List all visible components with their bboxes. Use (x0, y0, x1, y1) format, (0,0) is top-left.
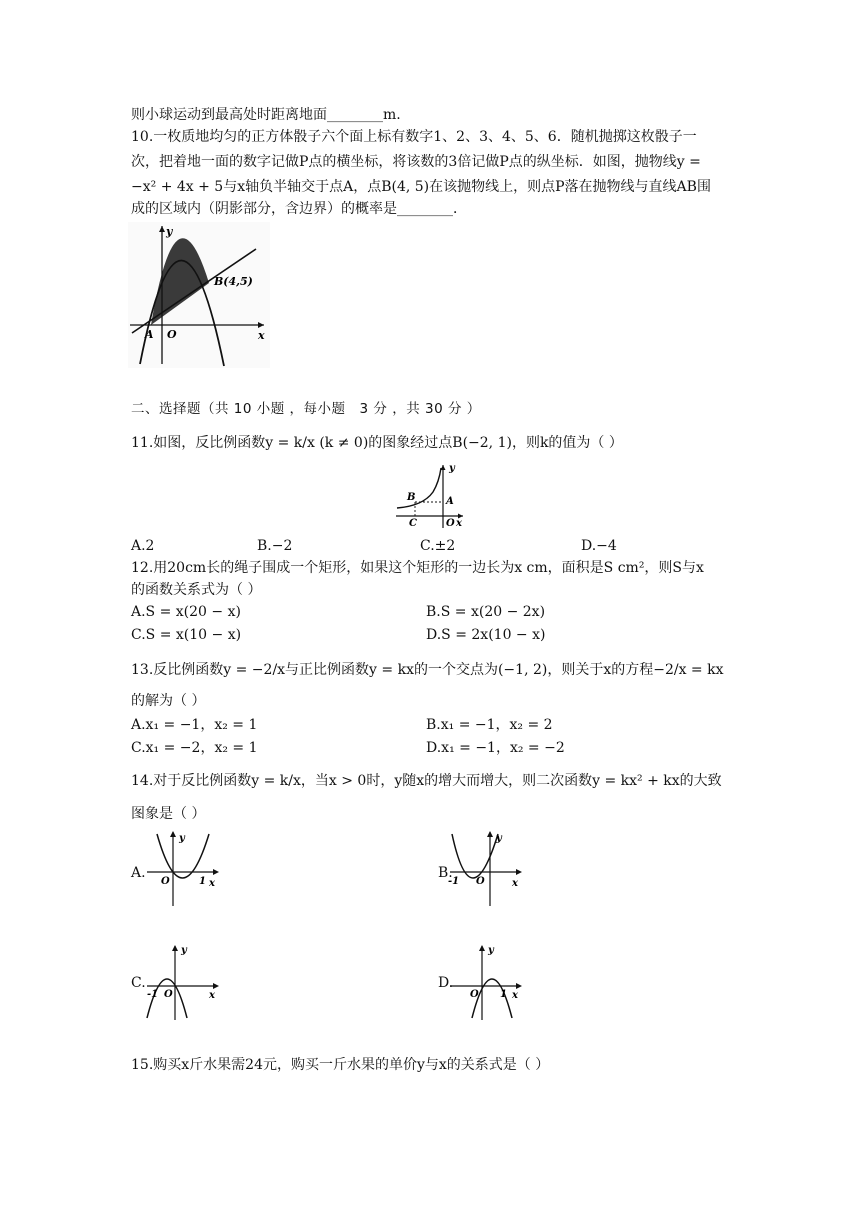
q14-b-tick-label: -1 (448, 876, 460, 887)
q13-option-a[interactable]: A.x₁ = −1，x₂ = 1 (131, 717, 258, 733)
q14-b-y-label: y (496, 833, 502, 844)
q14-b-x-label: x (512, 878, 518, 889)
q13-line-1: 13.反比例函数y = −2/x与正比例函数y = kx的一个交点为(−1, 2)，则关于x的方程−2/x = kx (131, 662, 724, 678)
q11-option-c[interactable]: C.±2 (420, 538, 456, 554)
q11-point-c-label: C (409, 518, 417, 529)
q14-a-x-label: x (209, 878, 215, 889)
q14-d-tick-label: 1 (500, 989, 507, 1000)
q14-option-b[interactable]: B. (438, 865, 453, 881)
q11-point-a-label: A (446, 496, 454, 507)
q10-x-label: x (258, 329, 265, 342)
q13-option-b[interactable]: B.x₁ = −1，x₂ = 2 (426, 717, 553, 733)
q11-x-label: x (456, 518, 462, 529)
q11-hyperbola-figure (393, 462, 469, 530)
q10-line-2: 次，把着地一面的数字记做P点的横坐标，将该数的3倍记做P点的纵坐标．如图，抛物线y = (131, 154, 701, 170)
q14-option-c[interactable]: C. (131, 975, 146, 991)
q12-option-c[interactable]: C.S = x(10 − x) (131, 627, 242, 643)
q12-option-d[interactable]: D.S = 2x(10 − x) (426, 627, 546, 643)
q9-tail-line: 则小球运动到最高处时距离地面________m. (131, 107, 401, 123)
q14-d-x-label: x (512, 990, 518, 1001)
q12-option-b[interactable]: B.S = x(20 − 2x) (426, 604, 546, 620)
q14-c-y-label: y (181, 945, 187, 956)
q14-c-origin-label: O (164, 989, 173, 1000)
q10-line-4: 成的区域内（阴影部分，含边界）的概率是________． (131, 201, 467, 217)
q14-line-2: 图象是（ ） (131, 806, 206, 822)
q14-line-1: 14.对于反比例函数y = k/x，当x > 0时，y随x的增大而增大，则二次函数y = kx² + kx的大致 (131, 773, 722, 789)
q11-origin-label: O (446, 518, 455, 529)
q14-option-a[interactable]: A. (131, 865, 146, 881)
q11-option-b[interactable]: B.−2 (257, 538, 293, 554)
q14-a-tick-label: 1 (199, 876, 206, 887)
q14-option-d[interactable]: D. (438, 975, 454, 991)
q10-origin-label: O (167, 328, 177, 341)
q11-text: 11.如图，反比例函数y = k/x (k ≠ 0)的图象经过点B(−2, 1)，则k的值为（ ） (131, 435, 623, 451)
q11-point-b-label: B (407, 492, 416, 503)
q12-option-a[interactable]: A.S = x(20 − x) (131, 604, 241, 620)
q10-line-1: 10.一枚质地均匀的正方体骰子六个面上标有数字1、2、3、4、5、6．随机抛掷这枚骰子一 (131, 129, 697, 145)
q14-graph-b (446, 828, 528, 908)
q14-graph-c (143, 942, 225, 1022)
q14-b-origin-label: O (476, 876, 485, 887)
q14-c-x-label: x (209, 990, 215, 1001)
q10-y-label: y (166, 225, 173, 238)
q10-line-3: −x² + 4x + 5与x轴负半轴交于点A，点B(4, 5)在该抛物线上，则点P落在抛物线与直线AB围 (131, 179, 711, 195)
q14-d-origin-label: O (470, 989, 479, 1000)
q13-line-2: 的解为（ ） (131, 693, 206, 709)
q11-y-label: y (449, 463, 455, 474)
q13-option-c[interactable]: C.x₁ = −2，x₂ = 1 (131, 740, 258, 756)
q13-option-d[interactable]: D.x₁ = −1，x₂ = −2 (426, 740, 565, 756)
q10-point-a-label: A (145, 328, 154, 341)
q10-parabola-figure (128, 222, 270, 368)
q14-a-y-label: y (179, 833, 185, 844)
q14-graph-a (143, 828, 225, 908)
q14-graph-d (446, 942, 528, 1022)
section-2-title: 二、选择题（共 10 小题 ，每小题 3 分 ，共 30 分 ） (131, 401, 481, 417)
q12-line-2: 的函数关系式为（ ） (131, 582, 262, 598)
q11-option-d[interactable]: D.−4 (581, 538, 617, 554)
q14-a-origin-label: O (161, 876, 170, 887)
q10-point-b-label: B(4,5) (214, 275, 253, 288)
q12-line-1: 12.用20cm长的绳子围成一个矩形，如果这个矩形的一边长为x cm，面积是S cm²，则S与x (131, 560, 704, 576)
q15-text: 15.购买x斤水果需24元，购买一斤水果的单价y与x的关系式是（ ） (131, 1057, 550, 1073)
q14-d-y-label: y (488, 945, 494, 956)
q14-c-tick-label: -1 (147, 989, 159, 1000)
q11-option-a[interactable]: A.2 (131, 538, 155, 554)
